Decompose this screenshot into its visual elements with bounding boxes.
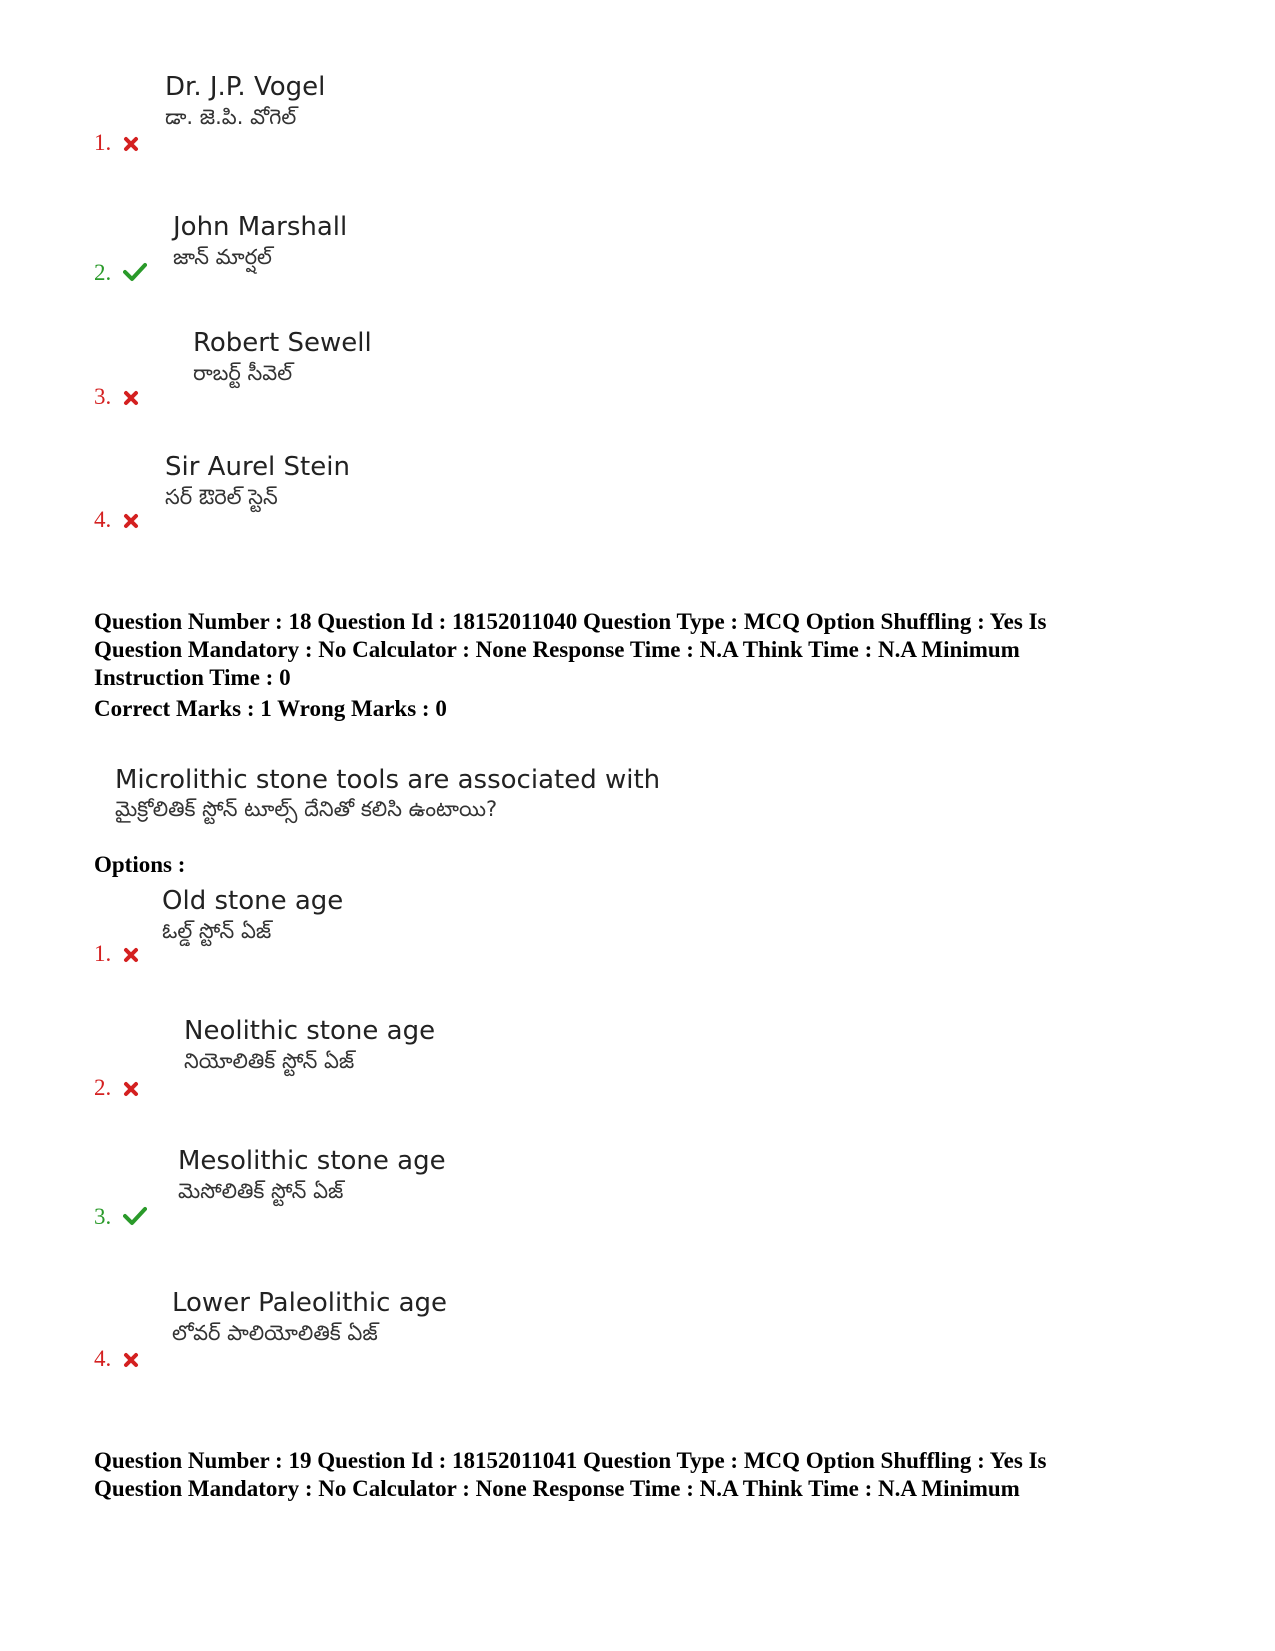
option-number-label: 1. [94,941,112,966]
cross-icon [123,1348,139,1374]
option-image-4 [172,1288,447,1348]
option-text-te: రాబర్ట్ సీవెల్ [193,361,293,385]
question-meta [94,608,1194,692]
option-text-en: Mesolithic stone age [178,1146,446,1176]
option-number [94,130,139,158]
option-text-te: మెసోలితిక్ స్టోన్ ఏజ్ [178,1179,344,1203]
option-text-te: లోవర్ పాలియోలితిక్ ఏజ్ [172,1321,378,1345]
option-image-2 [173,212,347,272]
option-number-label: 3. [94,1204,112,1229]
question-meta-line: Question Mandatory : No Calculator : None Response Time : N.A Think Time : N.A Minimum [94,1476,1020,1501]
check-icon [123,1206,147,1232]
option-number-label: 2. [94,1075,112,1100]
question-meta-line: Question Mandatory : No Calculator : None Response Time : N.A Think Time : N.A Minimum [94,637,1020,662]
option-number [94,1204,147,1232]
option-number [94,941,139,969]
option-image-3 [178,1146,446,1206]
option-image-4 [165,452,350,512]
option-number-label: 2. [94,260,112,285]
options-label: Options : [94,852,186,877]
question-meta [94,1447,1194,1503]
option-number [94,260,147,288]
option-text-te: సర్ ఔరెల్ స్టెన్ [165,485,278,509]
question-text-en: Microlithic stone tools are associated with [115,765,661,795]
cross-icon [123,509,139,535]
option-number-label: 4. [94,507,112,532]
question-text-te: మైక్రోలితిక్ స్టోన్ టూల్స్ దేనితో కలిసి ఉంటాయి? [115,797,498,821]
option-text-en: Dr. J.P. Vogel [165,72,326,102]
question-image [115,765,660,827]
option-image-1 [165,72,325,132]
option-text-te: జాన్ మార్షల్ [173,245,272,269]
option-number [94,507,139,535]
option-text-te: నియోలితిక్ స్టోన్ ఏజ్ [184,1049,355,1073]
option-text-en: Neolithic stone age [184,1016,436,1046]
option-image-1 [162,886,343,946]
cross-icon [123,943,139,969]
option-text-en: Robert Sewell [193,328,372,358]
option-text-te: ఓల్డ్ స్టోన్ ఏజ్ [162,919,272,943]
option-text-en: Lower Paleolithic age [172,1288,448,1318]
option-number [94,1075,139,1103]
check-icon [123,262,147,288]
question-meta-line: Question Number : 19 Question Id : 18152011041 Question Type : MCQ Option Shuffling : Yes Is [94,1448,1047,1473]
question-meta-line: Instruction Time : 0 [94,665,291,690]
option-number [94,1346,139,1374]
option-text-en: John Marshall [173,212,348,242]
option-text-en: Old stone age [162,886,344,916]
option-image-3 [193,328,372,388]
option-image-2 [184,1016,435,1076]
option-number-label: 3. [94,384,112,409]
cross-icon [123,132,139,158]
question-meta-line: Question Number : 18 Question Id : 18152011040 Question Type : MCQ Option Shuffling : Yes Is [94,609,1047,634]
question-marks: Correct Marks : 1 Wrong Marks : 0 [94,696,447,721]
option-text-te: డా. జె.పి. వోగెల్ [165,105,297,129]
option-text-en: Sir Aurel Stein [165,452,350,482]
option-number [94,384,139,412]
cross-icon [123,386,139,412]
option-number-label: 4. [94,1346,112,1371]
cross-icon [123,1077,139,1103]
option-number-label: 1. [94,130,112,155]
